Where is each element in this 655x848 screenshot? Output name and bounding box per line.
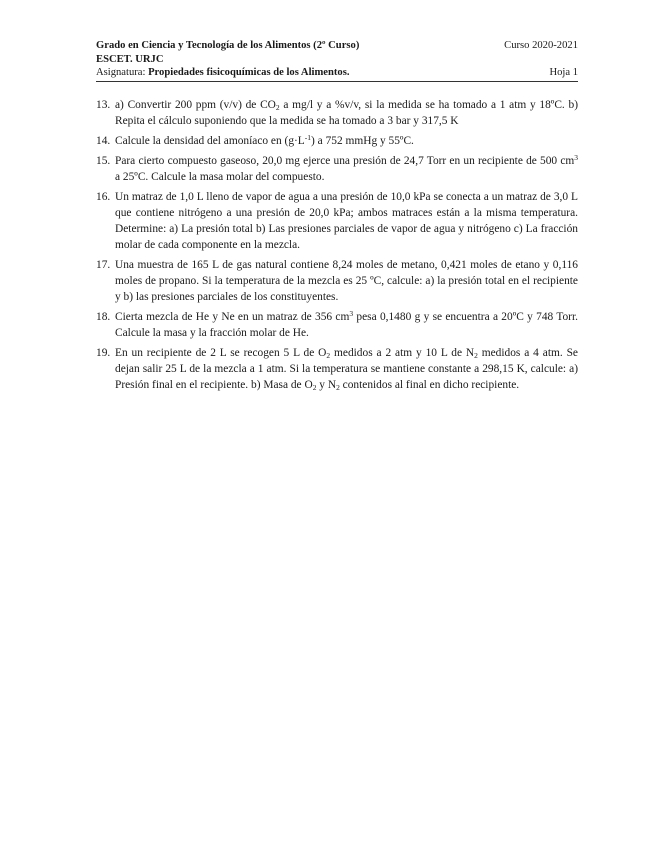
problem-number: 14. — [96, 134, 111, 147]
problem-text: Una muestra de 165 L de gas natural contiene 8,24 moles de metano, 0,421 moles de etano y 0,116 moles de propano. Si la temperatura de la mezcla es 25 ºC, calcule: a) la presión total en el recipiente y b) las presiones parciales de los constituyentes. — [115, 258, 578, 304]
problem-number: 17. — [96, 258, 111, 271]
problem-17 — [96, 257, 578, 306]
subject-line — [96, 66, 349, 80]
problem-text: a) Convertir 200 ppm (v/v) de $CO_2$ a mg/l y a %v/v, si la medida se ha tomado a 1 atm y 18ºC. b) Repita el cálculo suponiendo que la medida se ha tomado a 3 bar y 317,5 K — [115, 99, 578, 128]
problem-text: Para cierto compuesto gaseoso, 20,0 mg ejerce una presión de 24,7 Torr en un recipiente de 500 $cm^3$ a 25ºC. Calcule la masa molar del compuesto. — [115, 152, 578, 183]
problem-15 — [96, 153, 578, 185]
school-name: ESCET. URJC — [96, 53, 164, 65]
subject-name: Propiedades fisicoquímicas de los Alimentos. — [148, 67, 350, 78]
problem-list — [96, 97, 578, 397]
problem-18 — [96, 309, 578, 341]
header-row-1 — [96, 39, 578, 53]
degree-title: Grado en Ciencia y Tecnología de los Alimentos (2º Curso) — [96, 40, 360, 51]
problem-16 — [96, 189, 578, 254]
header-row-3 — [96, 66, 578, 82]
problem-number: 13. — [96, 99, 111, 111]
page-header — [96, 39, 578, 82]
problem-number: 15. — [96, 154, 111, 167]
problem-13 — [96, 97, 578, 129]
problem-number: 18. — [96, 310, 111, 323]
sheet-number: Hoja 1 — [549, 67, 578, 78]
subject-label: Asignatura: — [96, 67, 149, 78]
problem-number: 19. — [96, 346, 111, 359]
course-year: Curso 2020-2021 — [504, 40, 578, 51]
problem-text: Un matraz de 1,0 L lleno de vapor de agua a una presión de 10,0 kPa se conecta a un matraz de 3,0 L que contiene nitrógeno a una presión de 20,0 kPa; ambos matraces están a la misma temperatura. Determine: a) La presión total b) Las presiones parciales de vapor de agua y nitrógeno c) La fracción molar de cada componente en la mezcla. — [115, 190, 578, 252]
problem-text: Calcule la densidad del amoníaco en $(g\cdot L^{-1})$ a 752 mmHg y 55ºC. — [115, 132, 414, 147]
problem-text: En un recipiente de 2 L se recogen 5 L de $O_2$ medidos a 2 atm y 10 L de $N_2$ medidos a 4 atm. Se dejan salir 25 L de la mezcla a 1 atm. Si la temperatura se mantiene constante a 298,15 K, calcule: a) Presión final en el recipiente. b) Masa de $O_2$ y $N_2$ contenidos al final en dicho recipiente. — [115, 346, 578, 393]
problem-text: Cierta mezcla de He y Ne en un matraz de 356 $cm^3$ pesa 0,1480 g y se encuentra a 20ºC y 748 Torr. Calcule la masa y la fracción molar de He. — [115, 308, 578, 340]
problem-number: 16. — [96, 190, 111, 203]
problem-14 — [96, 133, 578, 149]
problem-19 — [96, 345, 578, 394]
